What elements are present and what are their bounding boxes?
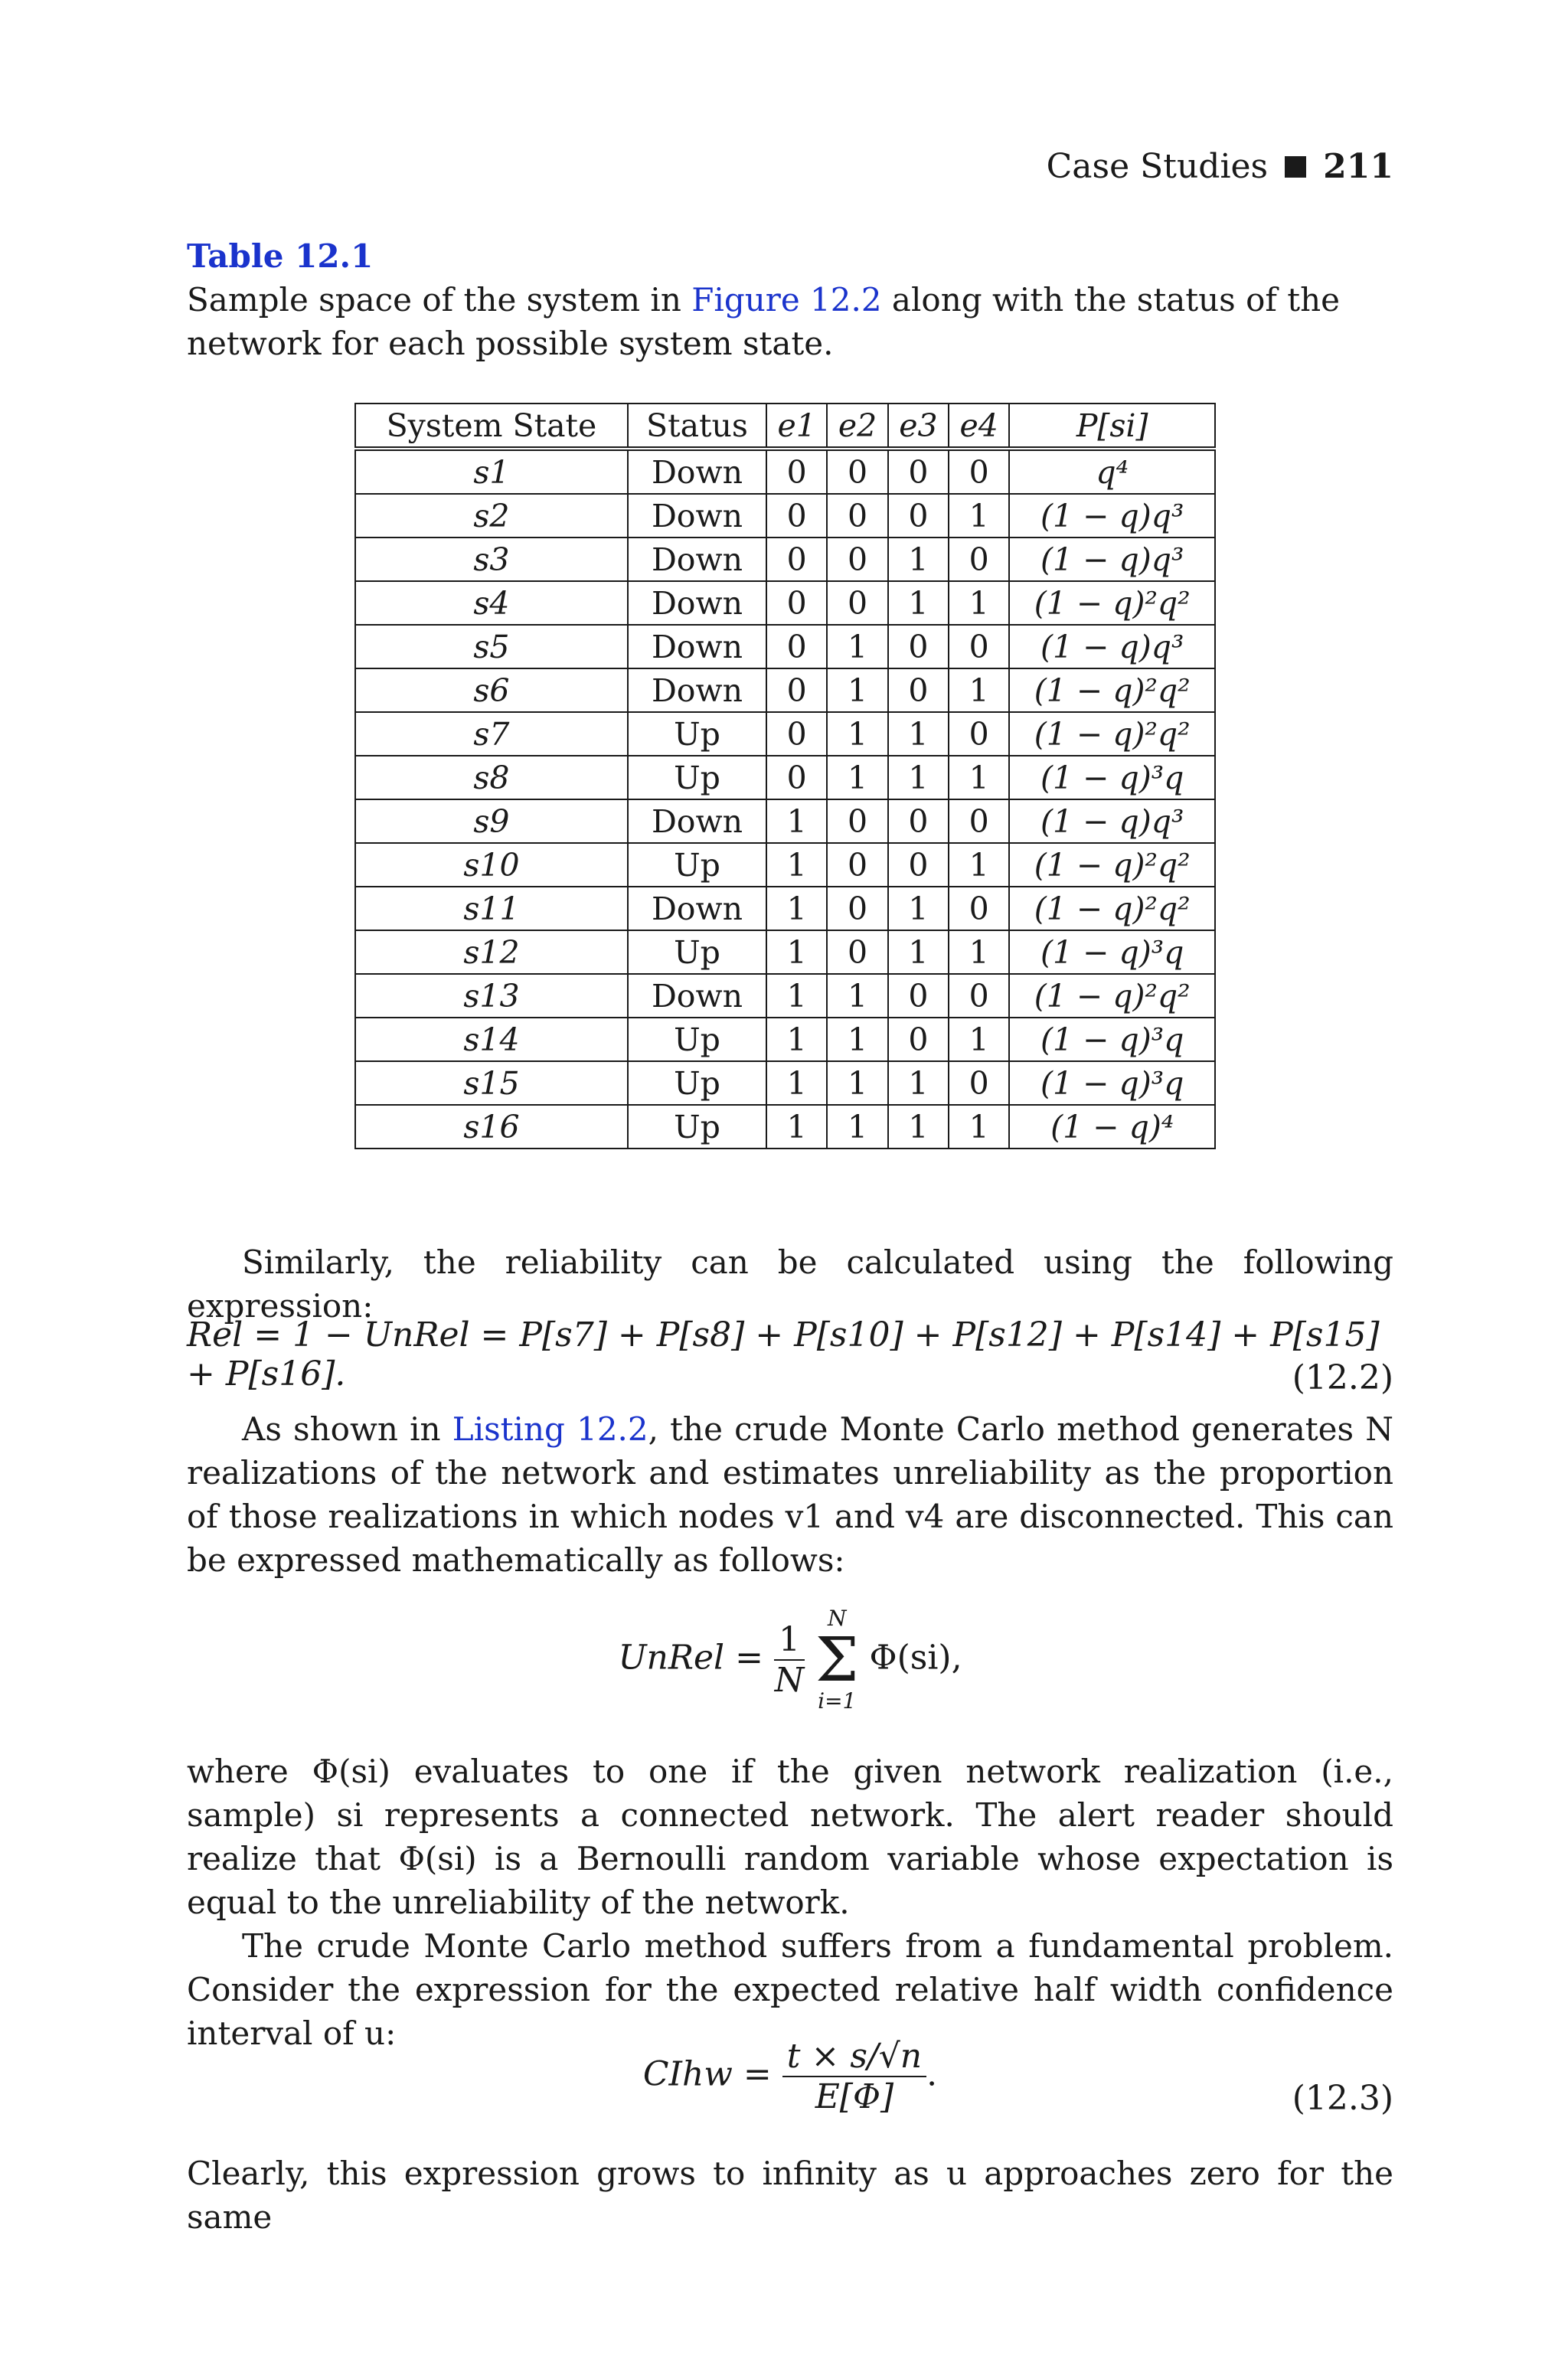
edge-cell: 0 (949, 625, 1009, 668)
edge-cell: 0 (949, 974, 1009, 1018)
caption-text: Sample space of the system in Figure 12.2 along with the status of the network for each possible system state. (187, 281, 1341, 362)
edge-cell: 0 (888, 1018, 949, 1061)
table-row (355, 756, 1215, 799)
col-header: e2 (827, 404, 887, 449)
status-cell: Down (628, 449, 766, 494)
edge-cell: 0 (766, 712, 827, 756)
edge-cell: 1 (949, 930, 1009, 974)
status-cell: Down (628, 974, 766, 1018)
probability-cell: q⁴ (1009, 449, 1215, 494)
edge-cell: 1 (827, 625, 887, 668)
status-cell: Up (628, 843, 766, 887)
edge-cell: 0 (888, 625, 949, 668)
probability-cell: (1 − q)q³ (1009, 625, 1215, 668)
paragraph: Clearly, this expression grows to infinity as u approaches zero for the same (187, 2155, 1393, 2236)
edge-cell: 0 (766, 625, 827, 668)
state-cell: s7 (355, 712, 628, 756)
probability-cell: (1 − q)³q (1009, 1018, 1215, 1061)
edge-cell: 1 (949, 756, 1009, 799)
edge-cell: 0 (827, 887, 887, 930)
probability-cell: (1 − q)²q² (1009, 581, 1215, 625)
table-row (355, 1018, 1215, 1061)
edge-cell: 0 (949, 449, 1009, 494)
listing-link[interactable]: Listing 12.2 (452, 1410, 648, 1448)
edge-cell: 0 (827, 538, 887, 581)
table-row (355, 843, 1215, 887)
summation-icon: N Σ i=1 (815, 1606, 859, 1714)
section-title: Case Studies (1046, 147, 1269, 186)
edge-cell: 1 (766, 843, 827, 887)
equation-confidence-interval: CIhw = $\frac{t \times s/√n}{E[\Phi]}$ . (12.3) (642, 2037, 1393, 2118)
col-header: System State (355, 404, 628, 449)
probability-cell: (1 − q)²q² (1009, 887, 1215, 930)
state-cell: s13 (355, 974, 628, 1018)
paragraph: where Φ(si) evaluates to one if the given network realization (i.e., sample) si represents a connected network. The alert reader should realize that Φ(si) is a Bernoulli random variable whose expectation is equal to the unreliability of the network. (187, 1753, 1393, 1921)
table-row (355, 930, 1215, 974)
probability-cell: (1 − q)²q² (1009, 843, 1215, 887)
edge-cell: 0 (949, 538, 1009, 581)
table-row (355, 1105, 1215, 1149)
page-number: 211 (1323, 147, 1393, 186)
probability-cell: (1 − q)²q² (1009, 712, 1215, 756)
status-cell: Up (628, 930, 766, 974)
edge-cell: 1 (766, 887, 827, 930)
edge-cell: 1 (827, 668, 887, 712)
table-caption (187, 234, 1393, 365)
edge-cell: 1 (827, 756, 887, 799)
state-cell: s12 (355, 930, 628, 974)
col-header: P[si] (1009, 404, 1215, 449)
probability-cell: (1 − q)⁴ (1009, 1105, 1215, 1149)
edge-cell: 0 (888, 668, 949, 712)
edge-cell: 0 (949, 887, 1009, 930)
edge-cell: 1 (949, 581, 1009, 625)
col-header: e3 (888, 404, 949, 449)
paragraph: The crude Monte Carlo method suffers from a fundamental problem. Consider the expression for the expected relative half width confidence interval of u: (187, 1927, 1393, 2052)
edge-cell: 0 (766, 494, 827, 538)
edge-cell: 0 (827, 930, 887, 974)
edge-cell: 1 (888, 756, 949, 799)
status-cell: Down (628, 581, 766, 625)
edge-cell: 0 (949, 799, 1009, 843)
col-header: e4 (949, 404, 1009, 449)
table-row (355, 581, 1215, 625)
edge-cell: 1 (827, 712, 887, 756)
edge-cell: 1 (827, 974, 887, 1018)
edge-cell: 1 (827, 1018, 887, 1061)
table-row (355, 1061, 1215, 1105)
edge-cell: 1 (766, 1105, 827, 1149)
edge-cell: 1 (766, 930, 827, 974)
equation-reliability: Rel = 1 − UnRel = P[s7] + P[s8] + P[s10] + P[s12] + P[s14] + P[s15] + P[s16]. (187, 1315, 1380, 1394)
table-row (355, 974, 1215, 1018)
edge-cell: 1 (888, 1105, 949, 1149)
table-body (355, 449, 1215, 1149)
edge-cell: 0 (888, 494, 949, 538)
status-cell: Up (628, 1105, 766, 1149)
edge-cell: 0 (766, 538, 827, 581)
probability-cell: (1 − q)q³ (1009, 538, 1215, 581)
edge-cell: 1 (888, 930, 949, 974)
status-cell: Up (628, 1061, 766, 1105)
edge-cell: 1 (827, 1061, 887, 1105)
col-header: Status (628, 404, 766, 449)
status-cell: Down (628, 668, 766, 712)
paragraph: As shown in Listing 12.2, the crude Monte Carlo method generates N realizations of the network and estimates unreliability as the proportion of those realizations in which nodes v1 and v4 are disconnected. This can be expressed mathematically as follows: (187, 1410, 1394, 1579)
edge-cell: 1 (888, 538, 949, 581)
edge-cell: 0 (888, 799, 949, 843)
table-row (355, 712, 1215, 756)
running-head (1047, 147, 1393, 186)
edge-cell: 0 (949, 1061, 1009, 1105)
state-cell: s15 (355, 1061, 628, 1105)
table-row (355, 668, 1215, 712)
table-row (355, 494, 1215, 538)
square-separator-icon (1285, 156, 1306, 178)
edge-cell: 1 (766, 974, 827, 1018)
status-cell: Up (628, 756, 766, 799)
table-header-row (355, 404, 1215, 449)
edge-cell: 0 (888, 974, 949, 1018)
status-cell: Down (628, 799, 766, 843)
table-row (355, 887, 1215, 930)
edge-cell: 1 (949, 1105, 1009, 1149)
edge-cell: 1 (888, 712, 949, 756)
status-cell: Up (628, 1018, 766, 1061)
edge-cell: 1 (766, 1061, 827, 1105)
state-cell: s10 (355, 843, 628, 887)
probability-cell: (1 − q)³q (1009, 930, 1215, 974)
state-cell: s11 (355, 887, 628, 930)
status-cell: Down (628, 494, 766, 538)
edge-cell: 0 (827, 581, 887, 625)
probability-cell: (1 − q)³q (1009, 1061, 1215, 1105)
edge-cell: 1 (766, 1018, 827, 1061)
edge-cell: 1 (766, 799, 827, 843)
state-cell: s2 (355, 494, 628, 538)
sample-space-table (354, 403, 1216, 1149)
edge-cell: 0 (766, 581, 827, 625)
probability-cell: (1 − q)²q² (1009, 668, 1215, 712)
probability-cell: (1 − q)q³ (1009, 799, 1215, 843)
edge-cell: 0 (827, 843, 887, 887)
edge-cell: 1 (949, 668, 1009, 712)
state-cell: s6 (355, 668, 628, 712)
probability-cell: (1 − q)³q (1009, 756, 1215, 799)
table-row (355, 625, 1215, 668)
table-row (355, 449, 1215, 494)
paragraph: Similarly, the reliability can be calculated using the following expression: (187, 1243, 1393, 1325)
edge-cell: 1 (827, 1105, 887, 1149)
col-header: e1 (766, 404, 827, 449)
edge-cell: 1 (888, 581, 949, 625)
edge-cell: 0 (766, 449, 827, 494)
state-cell: s9 (355, 799, 628, 843)
edge-cell: 0 (888, 449, 949, 494)
edge-cell: 0 (827, 494, 887, 538)
status-cell: Up (628, 712, 766, 756)
state-cell: s4 (355, 581, 628, 625)
edge-cell: 1 (949, 494, 1009, 538)
probability-cell: (1 − q)q³ (1009, 494, 1215, 538)
equation-number: (12.2) (1292, 1358, 1393, 1397)
table-label[interactable]: Table 12.1 (187, 237, 374, 275)
edge-cell: 1 (949, 1018, 1009, 1061)
edge-cell: 1 (888, 1061, 949, 1105)
state-cell: s14 (355, 1018, 628, 1061)
state-cell: s8 (355, 756, 628, 799)
table-row (355, 538, 1215, 581)
status-cell: Down (628, 538, 766, 581)
status-cell: Down (628, 625, 766, 668)
state-cell: s16 (355, 1105, 628, 1149)
state-cell: s3 (355, 538, 628, 581)
table-row (355, 799, 1215, 843)
edge-cell: 0 (949, 712, 1009, 756)
state-cell: s5 (355, 625, 628, 668)
equation-unreliability: UnRel = $\frac{1}{N}$ N Σ i=1 Φ(si), (618, 1606, 962, 1714)
edge-cell: 0 (827, 449, 887, 494)
probability-cell: (1 − q)²q² (1009, 974, 1215, 1018)
edge-cell: 0 (766, 756, 827, 799)
figure-link[interactable]: Figure 12.2 (691, 281, 882, 319)
edge-cell: 1 (949, 843, 1009, 887)
state-cell: s1 (355, 449, 628, 494)
edge-cell: 1 (888, 887, 949, 930)
status-cell: Down (628, 887, 766, 930)
edge-cell: 0 (888, 843, 949, 887)
equation-number: (12.3) (1292, 2079, 1393, 2118)
edge-cell: 0 (827, 799, 887, 843)
edge-cell: 0 (766, 668, 827, 712)
